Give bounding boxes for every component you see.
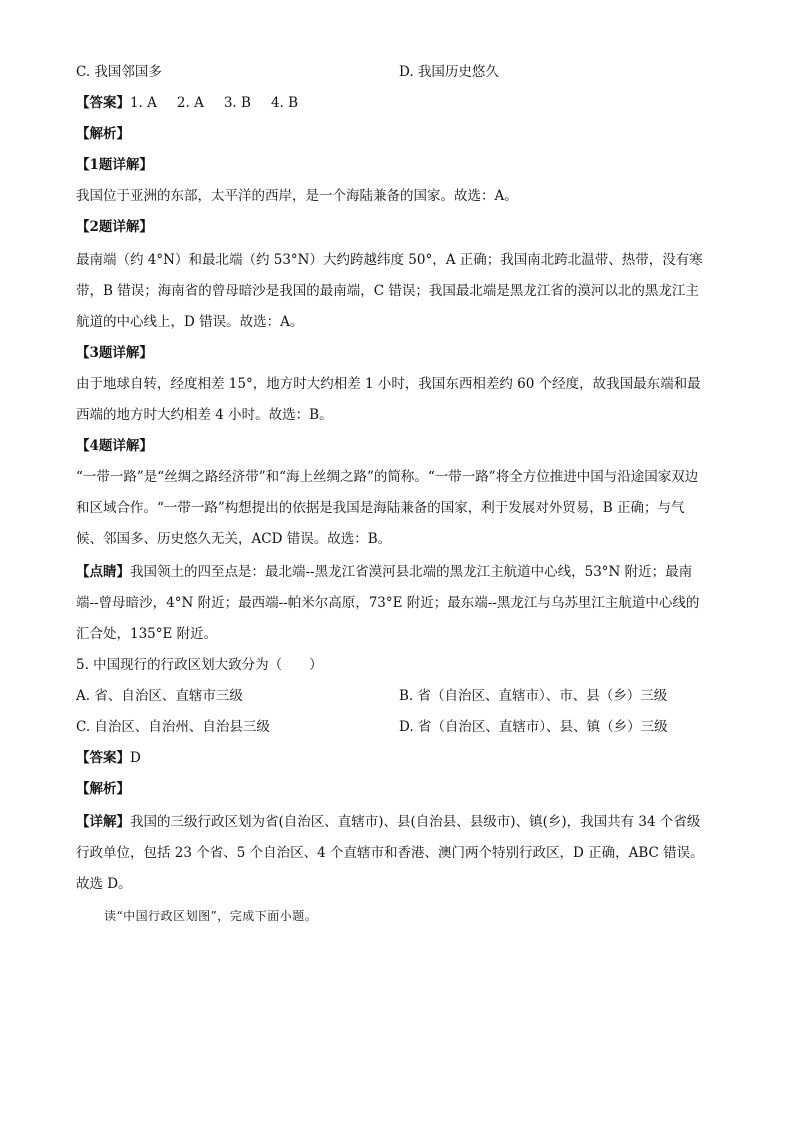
analysis-label: 【解析】: [76, 126, 130, 142]
detail-5-text: 行政单位，包括 23 个省、5 个自治区、4 个直辖市和香港、澳门两个特别行政区，D 正确，ABC 错误。: [76, 845, 704, 861]
detail-2-text: 最南端（约 4°N）和最北端（约 53°N）大约跨越纬度 50°，A 正确；我国南北跨北温带、热带，没有寒: [76, 252, 703, 268]
detail-2-text: 航道的中心线上，D 错误。故选：A。: [76, 314, 304, 330]
detail-1-label: 【1题详解】: [76, 157, 153, 173]
answer-item: 2. A: [176, 95, 204, 111]
answer-item: 3. B: [223, 95, 251, 111]
answer-item: 1. A: [130, 95, 157, 111]
answer-label: 【答案】: [76, 750, 130, 766]
detail-3-text: 西端的地方时大约相差 4 小时。故选：B。: [76, 407, 333, 423]
detail-5-label: 【详解】: [76, 814, 130, 830]
detail-4-text: “一带一路”是“丝绸之路经济带”和“海上丝绸之路”的简称。“一带一路”将全方位推进中国与沿途国家双边: [76, 469, 699, 485]
tip-text: 汇合处，135°E 附近。: [76, 626, 218, 642]
option-d: D. 我国历史悠久: [399, 64, 499, 80]
answer-row: [76, 93, 318, 113]
answer-item: 4. B: [270, 95, 299, 111]
tip-text: 端--曾母暗沙，4°N 附近；最西端--帕米尔高原，73°E 附近；最东端--黑龙江与乌苏里江主航道中心线的: [76, 595, 700, 611]
detail-1-text: 我国位于亚洲的东部，太平洋的西岸，是一个海陆兼备的国家。故选：A。: [76, 188, 518, 204]
detail-4-text: 候、邻国多、历史悠久无关，ACD 错误。故选：B。: [76, 531, 392, 547]
answer-5-row: [76, 748, 141, 768]
tip-label: 【点睛】: [76, 564, 130, 580]
answer-value: D: [130, 750, 141, 766]
detail-3-text: 由于地球自转，经度相差 15°，地方时大约相差 1 小时，我国东西相差约 60 个经度，故我国最东端和最: [76, 376, 701, 392]
q5-option-b: B. 省（自治区、直辖市）、市、县（乡）三级: [399, 688, 668, 704]
detail-2-label: 【2题详解】: [76, 219, 153, 235]
question-5-stem: 5. 中国现行的行政区划大致分为（ ）: [76, 657, 323, 673]
q5-option-d: D. 省（自治区、直辖市）、县、镇（乡）三级: [399, 719, 668, 735]
detail-5-text: 我国的三级行政区划为省(自治区、直辖市)、县(自治县、县级市)、镇(乡)，我国共有 34 个省级: [130, 814, 701, 830]
tip-text: 我国领土的四至点是：最北端--黑龙江省漠河县北端的黑龙江主航道中心线，53°N 附近；最南: [130, 564, 693, 580]
detail-3-label: 【3题详解】: [76, 345, 153, 361]
option-c: C. 我国邻国多: [76, 64, 162, 80]
answer-label: 【答案】: [76, 95, 130, 111]
analysis-label: 【解析】: [76, 781, 130, 797]
detail-5-line: [76, 812, 700, 832]
q5-option-c: C. 自治区、自治州、自治县三级: [76, 719, 270, 735]
tip-line: [76, 562, 692, 582]
reading-instruction: 读“中国行政区划图”，完成下面小题。: [104, 909, 318, 923]
detail-4-text: 和区域合作。“一带一路”构想提出的依据是我国是海陆兼备的国家，利于发展对外贸易，B 正确；与气: [76, 500, 685, 516]
detail-5-text: 故选 D。: [76, 876, 132, 892]
q5-option-a: A. 省、自治区、直辖市三级: [76, 688, 243, 704]
detail-4-label: 【4题详解】: [76, 438, 153, 454]
detail-2-text: 带，B 错误；海南省的曾母暗沙是我国的最南端，C 错误；我国最北端是黑龙江省的漠河以北的黑龙江主: [76, 283, 699, 299]
